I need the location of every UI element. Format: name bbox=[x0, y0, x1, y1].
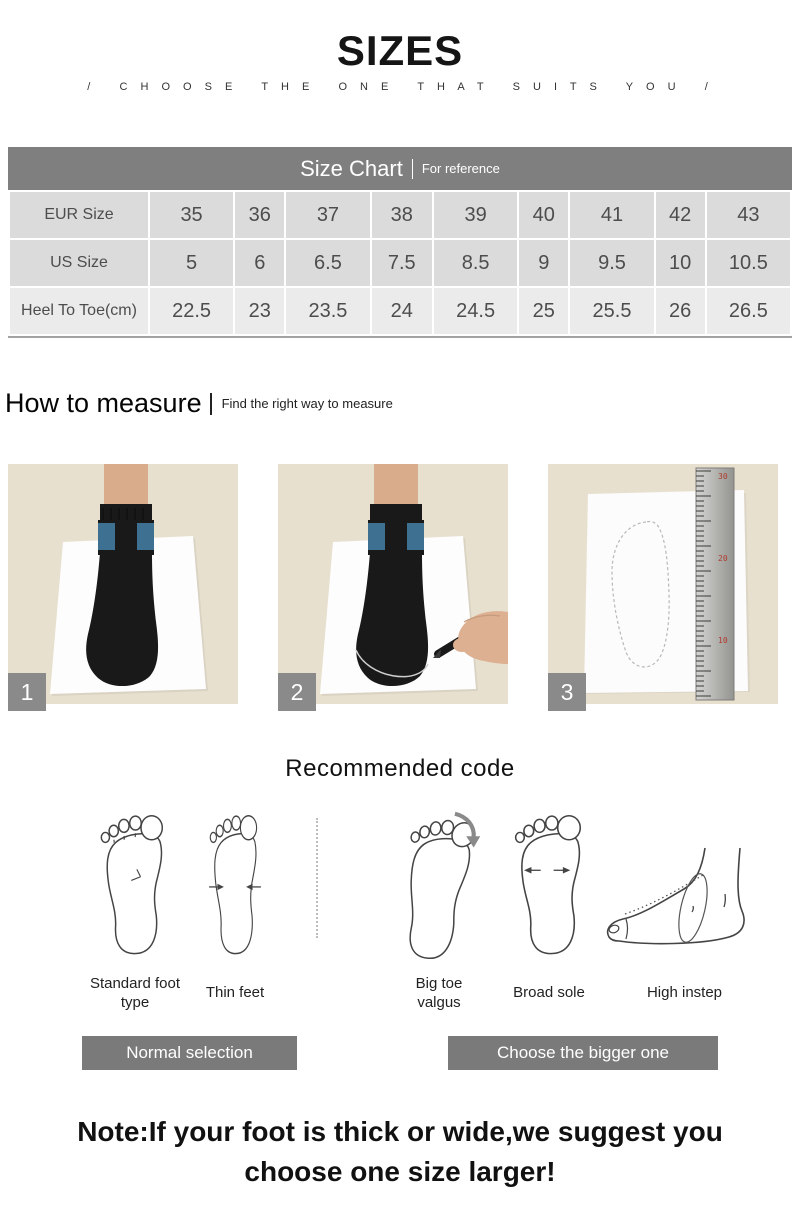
svg-text:20: 20 bbox=[718, 554, 728, 563]
step-number-badge: 1 bbox=[8, 673, 46, 711]
size-cell: 6 bbox=[235, 240, 284, 286]
divider-dotted bbox=[316, 818, 318, 938]
note-line-2: choose one size larger! bbox=[244, 1156, 556, 1187]
size-cell: 10.5 bbox=[707, 240, 790, 286]
foot-on-paper-photo bbox=[8, 464, 238, 704]
size-cell: 9 bbox=[519, 240, 568, 286]
size-cell: 25.5 bbox=[570, 288, 653, 334]
size-cell: 42 bbox=[656, 192, 705, 238]
foot-type-label: Thin feet bbox=[205, 984, 265, 1002]
table-row-eur bbox=[10, 192, 790, 238]
size-cell: 24 bbox=[372, 288, 433, 334]
foot-type-diagrams bbox=[0, 800, 800, 1030]
step-number-badge: 3 bbox=[548, 673, 586, 711]
size-chart-title: Size Chart bbox=[300, 155, 403, 181]
big-toe-valgus-figure bbox=[383, 800, 495, 1014]
size-cell: 36 bbox=[235, 192, 284, 238]
page-subtitle: / C H O O S E T H E O N E T H A T S U I T S Y O U / bbox=[87, 81, 713, 94]
size-cell: 5 bbox=[150, 240, 233, 286]
foot-type-label: Standard foot type bbox=[89, 974, 181, 1011]
size-cell: 26.5 bbox=[707, 288, 790, 334]
row-label: Heel To Toe(cm) bbox=[10, 288, 148, 334]
standard-foot-figure bbox=[75, 800, 195, 1014]
row-label: US Size bbox=[10, 240, 148, 286]
outline-with-ruler-photo bbox=[548, 464, 778, 704]
foot-type-label: Big toe valgus bbox=[415, 974, 463, 1011]
size-cell: 8.5 bbox=[434, 240, 517, 286]
size-cell: 25 bbox=[519, 288, 568, 334]
size-cell: 23.5 bbox=[286, 288, 369, 334]
normal-selection-button[interactable]: Normal selection bbox=[82, 1036, 297, 1070]
thin-feet-diagram bbox=[195, 812, 275, 960]
divider-bar bbox=[412, 159, 413, 179]
table-row-heel-toe bbox=[10, 288, 790, 334]
size-cell: 43 bbox=[707, 192, 790, 238]
size-cell: 22.5 bbox=[150, 288, 233, 334]
thin-feet-figure bbox=[187, 800, 283, 1014]
size-cell: 40 bbox=[519, 192, 568, 238]
size-cell: 7.5 bbox=[372, 240, 433, 286]
size-cell: 6.5 bbox=[286, 240, 369, 286]
tracing-foot-photo bbox=[278, 464, 508, 704]
choose-bigger-one-button[interactable]: Choose the bigger one bbox=[448, 1036, 718, 1070]
size-cell: 10 bbox=[656, 240, 705, 286]
step-number-badge: 2 bbox=[278, 673, 316, 711]
measure-step-3-photo bbox=[548, 464, 778, 704]
size-chart-header bbox=[8, 147, 792, 190]
svg-text:10: 10 bbox=[718, 636, 728, 645]
how-to-measure-subtitle: Find the right way to measure bbox=[221, 396, 393, 411]
size-cell: 26 bbox=[656, 288, 705, 334]
foot-type-label: High instep bbox=[646, 984, 723, 1002]
how-to-measure-heading bbox=[5, 388, 393, 419]
row-label: EUR Size bbox=[10, 192, 148, 238]
size-cell: 41 bbox=[570, 192, 653, 238]
size-chart-table bbox=[8, 190, 792, 338]
recommended-title: Recommended code bbox=[285, 755, 515, 782]
divider-bar bbox=[210, 393, 212, 415]
broad-sole-figure bbox=[494, 800, 604, 1014]
high-instep-figure bbox=[597, 800, 772, 1014]
high-instep-diagram bbox=[601, 846, 769, 960]
size-cell: 39 bbox=[434, 192, 517, 238]
svg-text:30: 30 bbox=[718, 472, 728, 481]
size-cell: 9.5 bbox=[570, 240, 653, 286]
size-cell: 35 bbox=[150, 192, 233, 238]
measure-step-1-photo bbox=[8, 464, 238, 704]
hero bbox=[0, 28, 800, 93]
foot-type-label: Broad sole bbox=[513, 984, 585, 1002]
note-line-1: Note:If your foot is thick or wide,we suggest you bbox=[77, 1116, 723, 1147]
table-row-us bbox=[10, 240, 790, 286]
page-title: SIZES bbox=[336, 27, 464, 74]
broad-sole-diagram bbox=[502, 812, 596, 960]
size-chart-note: For reference bbox=[421, 161, 500, 176]
measure-step-2-photo bbox=[278, 464, 508, 704]
big-toe-valgus-diagram bbox=[392, 810, 486, 960]
size-cell: 24.5 bbox=[434, 288, 517, 334]
standard-foot-diagram bbox=[93, 812, 177, 960]
size-cell: 23 bbox=[235, 288, 284, 334]
how-to-measure-title: How to measure bbox=[5, 388, 202, 418]
size-cell: 37 bbox=[286, 192, 369, 238]
size-cell: 38 bbox=[372, 192, 433, 238]
note-text bbox=[0, 1112, 800, 1192]
